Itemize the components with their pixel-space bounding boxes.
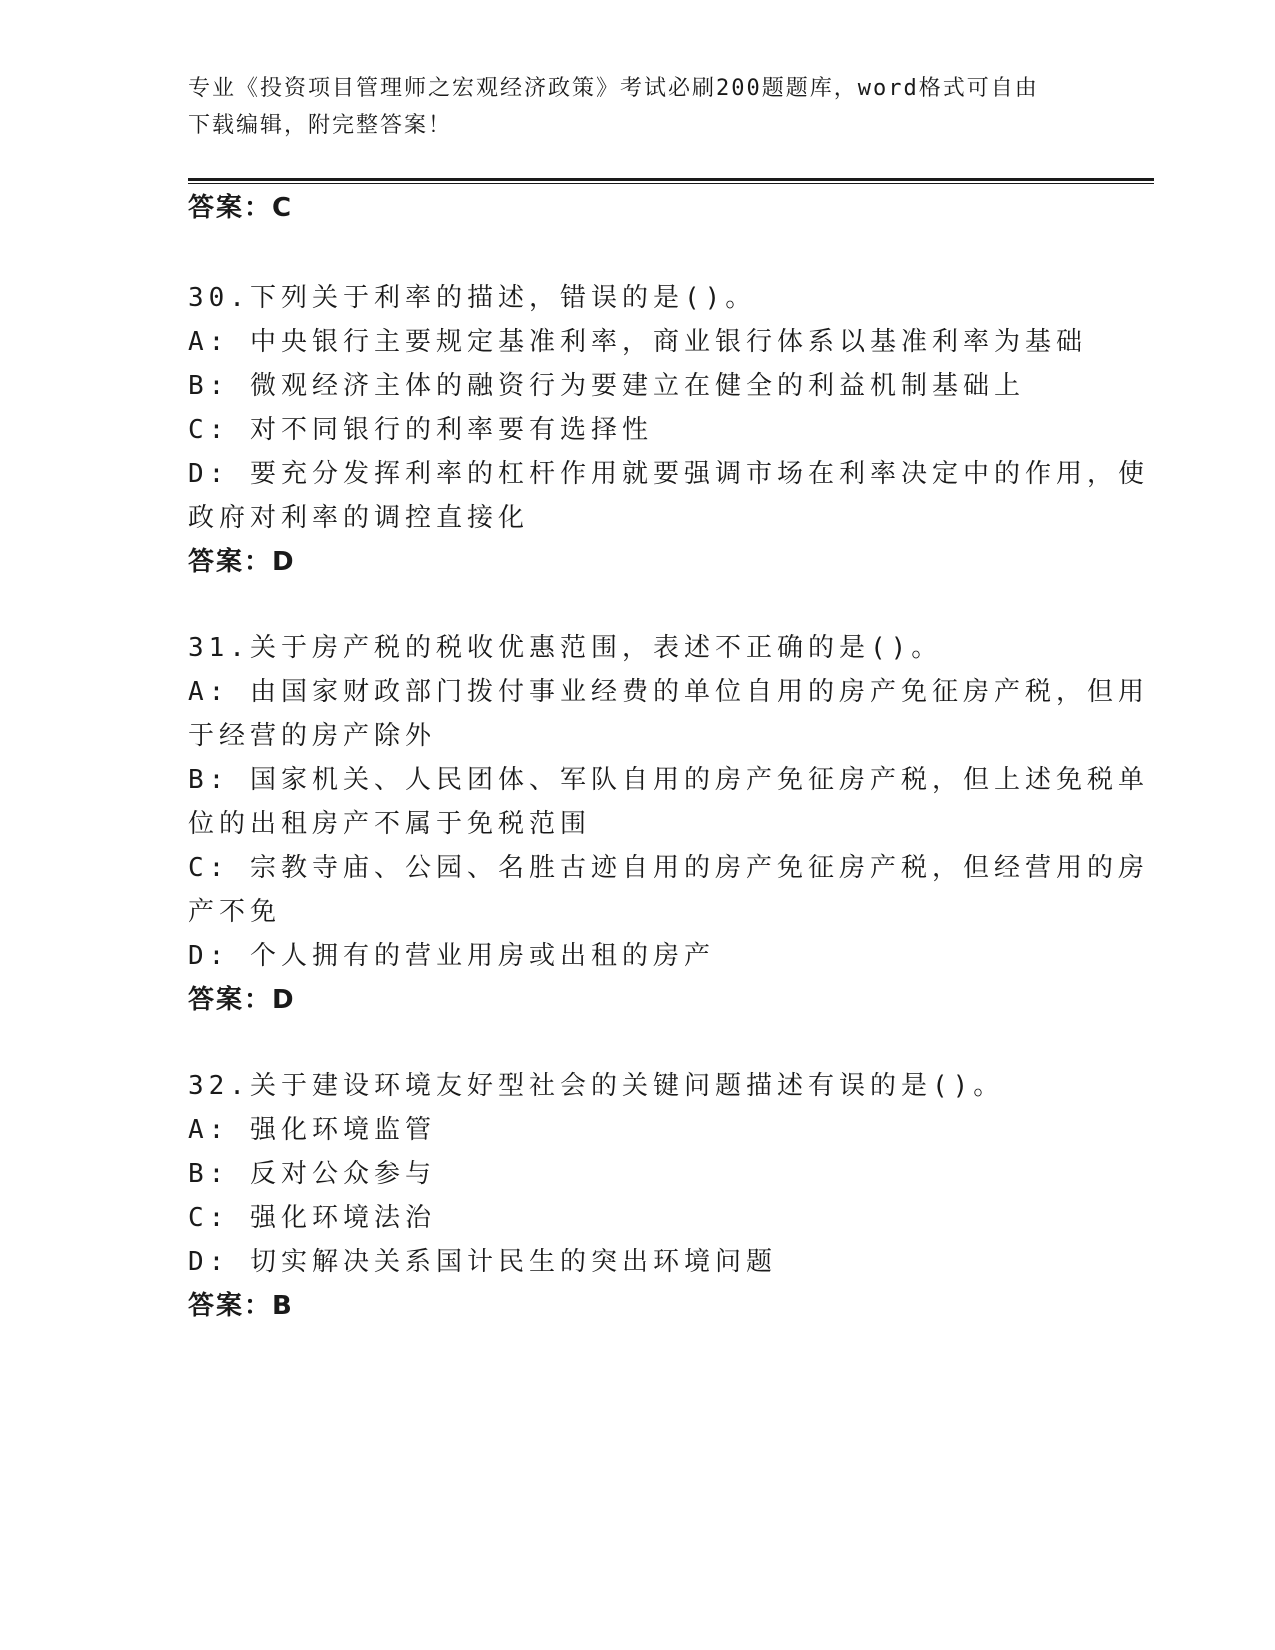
q32-option-c: C: 强化环境法治: [188, 1203, 436, 1233]
q30-option-d: D: 要充分发挥利率的杠杆作用就要强调市场在利率决定中的作用，使: [188, 459, 1149, 489]
q30-option-a: A: 中央银行主要规定基准利率，商业银行体系以基准利率为基础: [188, 327, 1087, 357]
q32-option-a: A: 强化环境监管: [188, 1115, 436, 1145]
q30-option-d-cont: 政府对利率的调控直接化: [188, 503, 530, 533]
q31-option-c-cont: 产不免: [188, 897, 282, 927]
answer-29: 答案：C: [188, 193, 294, 223]
document-header: [188, 70, 1088, 144]
q31-option-b-cont: 位的出租房产不属于免税范围: [188, 809, 592, 839]
q32-option-b: B: 反对公众参与: [188, 1159, 436, 1189]
answer-31: 答案：D: [188, 985, 296, 1015]
q30-option-b: B: 微观经济主体的融资行为要建立在健全的利益机制基础上: [188, 371, 1025, 401]
q31-option-a: A: 由国家财政部门拨付事业经费的单位自用的房产免征房产税，但用: [188, 677, 1149, 707]
q31-option-d: D: 个人拥有的营业用房或出租的房产: [188, 941, 715, 971]
header-divider-thin: [188, 183, 1154, 184]
question-30: 30.下列关于利率的描述，错误的是()。: [188, 283, 757, 313]
header-divider: [188, 178, 1154, 181]
header-line-2: 下载编辑，附完整答案！: [188, 113, 453, 138]
q31-option-b: B: 国家机关、人民团体、军队自用的房产免征房产税，但上述免税单: [188, 765, 1149, 795]
q30-option-c: C: 对不同银行的利率要有选择性: [188, 415, 653, 445]
question-32: 32.关于建设环境友好型社会的关键问题描述有误的是()。: [188, 1071, 1005, 1101]
answer-32: 答案：B: [188, 1291, 294, 1321]
q31-option-c: C: 宗教寺庙、公园、名胜古迹自用的房产免征房产税，但经营用的房: [188, 853, 1149, 883]
question-31: 31.关于房产税的税收优惠范围，表述不正确的是()。: [188, 633, 943, 663]
header-line-1: 专业《投资项目管理师之宏观经济政策》考试必刷200题题库，word格式可自由: [188, 76, 1039, 101]
q32-option-d: D: 切实解决关系国计民生的突出环境问题: [188, 1247, 777, 1277]
answer-30: 答案：D: [188, 547, 296, 577]
q31-option-a-cont: 于经营的房产除外: [188, 721, 437, 751]
